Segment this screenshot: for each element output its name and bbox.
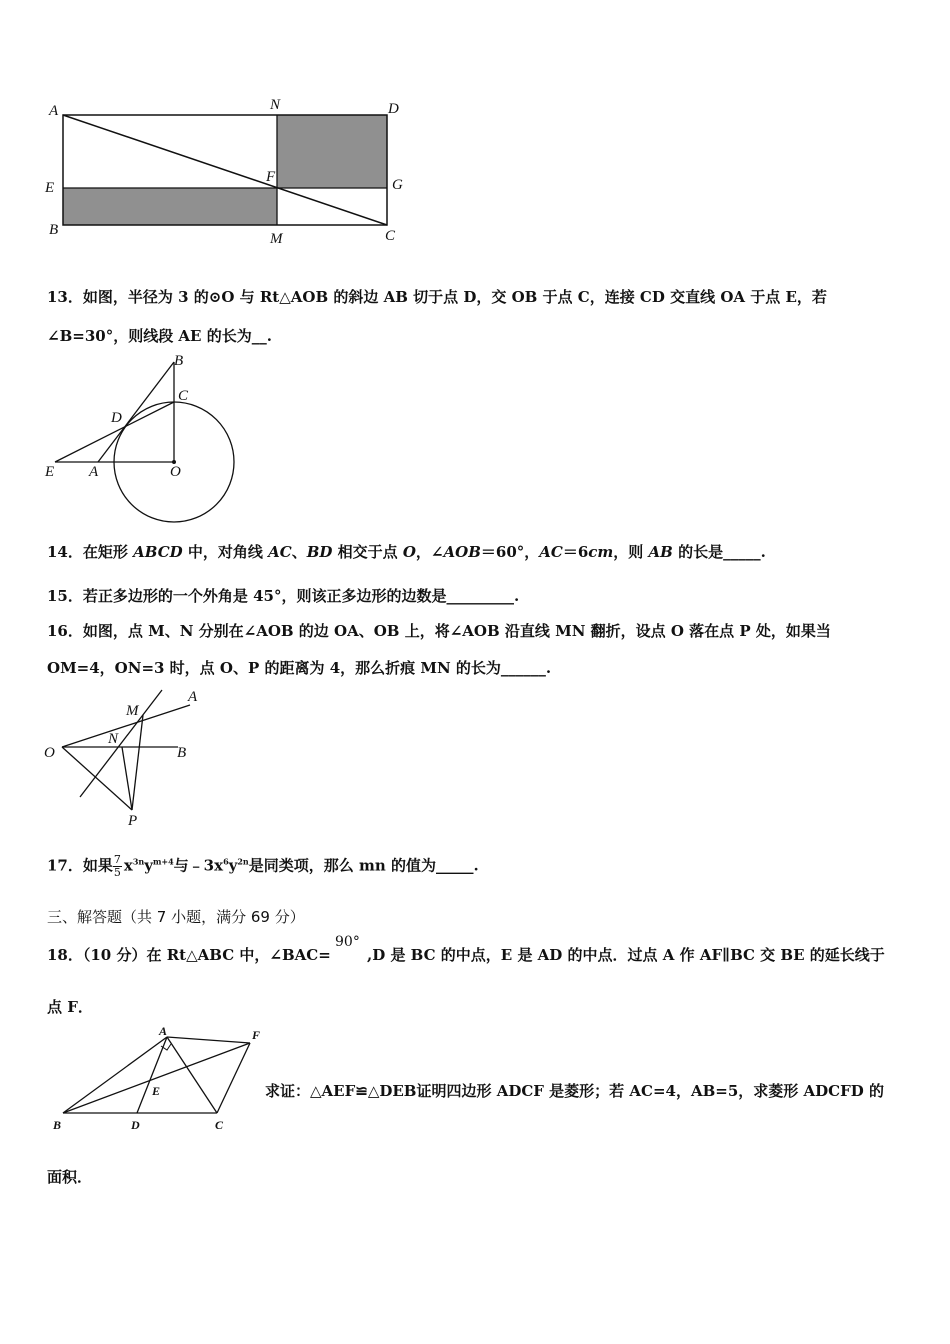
- label-C: C: [385, 228, 396, 244]
- line-mp: [132, 715, 143, 810]
- label-A: A: [89, 464, 99, 480]
- label-D: D: [131, 1118, 140, 1132]
- angle-fold-figure: [40, 685, 220, 830]
- q18-line1b: ,D 是 BC 的中点，E 是 AD 的中点．过点 A 作 AF∥BC 交 BE 的延长线于: [367, 946, 885, 964]
- q14-line: [47, 541, 766, 562]
- label-P: P: [128, 813, 138, 829]
- q13-line1: 13．如图，半径为 3 的⊙O 与 Rt△AOB 的斜边 AB 切于点 D，交 OB 于点 C，连接 CD 交直线 OA 于点 E，若: [47, 288, 827, 306]
- q14-text-1: 14．在矩形: [47, 543, 134, 561]
- label-M: M: [126, 703, 139, 719]
- label-C: C: [215, 1118, 224, 1132]
- crease-mn: [80, 690, 162, 797]
- section-3-title: 三、解答题（共 7 小题，满分 69 分）: [47, 908, 305, 926]
- q18-line-end: 面积．: [47, 1168, 93, 1186]
- q14-text-3: 、: [291, 543, 307, 561]
- label-E: E: [45, 464, 55, 480]
- label-B: B: [174, 353, 184, 369]
- q14-var-cm: cm: [588, 543, 614, 561]
- q17-x1-exponent: 3n: [132, 856, 145, 867]
- label-A: A: [159, 1025, 168, 1038]
- q17-y1-exponent: m+4: [152, 856, 174, 867]
- q14-text-6: ＝60°，: [480, 543, 540, 561]
- q16-line1: 16．如图，点 M、N 分别在∠AOB 的边 OA、OB 上，将∠AOB 沿直线 MN 翻折，设点 O 落在点 P 处，如果当: [47, 622, 831, 640]
- label-A: A: [188, 689, 198, 705]
- label-B: B: [49, 222, 59, 238]
- q14-text-9: 的长是_____.: [672, 543, 766, 561]
- label-B: B: [177, 745, 187, 761]
- rectangle-figure: [40, 95, 420, 250]
- q17-y2: y: [228, 856, 238, 875]
- q14-var-aob: AOB: [443, 543, 481, 561]
- circle-tangent-figure: [40, 350, 250, 525]
- shaded-rect-top-right: [277, 115, 387, 188]
- q14-text-2: 中，对角线: [182, 543, 269, 561]
- q14-var-ab: AB: [648, 543, 673, 561]
- q17-mid: 与﹣3x: [173, 856, 224, 875]
- line-af: [167, 1037, 250, 1043]
- label-F: F: [252, 1028, 261, 1042]
- label-B: B: [53, 1118, 62, 1132]
- label-A: A: [49, 103, 59, 119]
- q18-line2: 点 F．: [47, 998, 93, 1016]
- q17-prefix: 17．如果: [47, 856, 113, 875]
- angle-90-degrees: 90°: [335, 934, 360, 950]
- q17-x1: x: [123, 856, 133, 875]
- q17-y1: y: [144, 856, 153, 875]
- line-op: [62, 747, 132, 810]
- q17-suffix: 是同类项，那么 mn 的值为_____.: [248, 856, 479, 875]
- rhombus-figure: [45, 1025, 270, 1140]
- label-O: O: [44, 745, 55, 761]
- label-D: D: [388, 101, 399, 117]
- q14-var-o: O: [402, 543, 416, 561]
- q17-x2-exponent: 6: [223, 856, 229, 867]
- q14-var-ac: AC: [268, 543, 292, 561]
- q14-var-ac2: AC: [539, 543, 563, 561]
- line-np: [122, 747, 132, 810]
- label-E: E: [45, 180, 55, 196]
- q18-line1a: 18．（10 分）在 Rt△ABC 中，∠BAC=: [47, 946, 331, 964]
- line-ac: [167, 1037, 217, 1113]
- label-F: F: [266, 169, 276, 185]
- fraction-denominator: 5: [113, 866, 121, 879]
- label-M: M: [270, 231, 283, 247]
- fraction-7-5: [113, 854, 122, 879]
- q16-line2: OM=4，ON=3 时，点 O、P 的距离为 4，那么折痕 MN 的长为______.: [47, 659, 552, 677]
- q14-text-4: 相交于点: [332, 543, 403, 561]
- label-D: D: [111, 410, 122, 426]
- q17-y2-exponent: 2n: [237, 856, 249, 867]
- shaded-rect-bottom-left: [63, 188, 277, 225]
- label-N: N: [270, 97, 281, 113]
- line-ab: [98, 362, 174, 462]
- q14-text-8: ，则: [613, 543, 649, 561]
- label-O: O: [170, 464, 181, 480]
- q15-line: 15．若正多边形的一个外角是 45°，则该正多边形的边数是_________.: [47, 587, 520, 605]
- q14-text-7: ＝6: [562, 543, 589, 561]
- label-N: N: [108, 731, 119, 747]
- q14-var-abcd: ABCD: [133, 543, 183, 561]
- q17-line: [47, 854, 479, 879]
- q13-line2: ∠B=30°，则线段 AE 的长为__.: [47, 327, 272, 345]
- label-E: E: [152, 1084, 161, 1098]
- label-C: C: [178, 388, 189, 404]
- fraction-numerator: 7: [113, 853, 121, 866]
- q18-proof-text: 求证：△AEF≌△DEB证明四边形 ADCF 是菱形；若 AC=4，AB=5，求菱形 ADCFD 的: [265, 1082, 884, 1100]
- q14-var-bd: BD: [306, 543, 333, 561]
- q14-text-5: ，∠: [415, 543, 444, 561]
- label-G: G: [392, 177, 403, 193]
